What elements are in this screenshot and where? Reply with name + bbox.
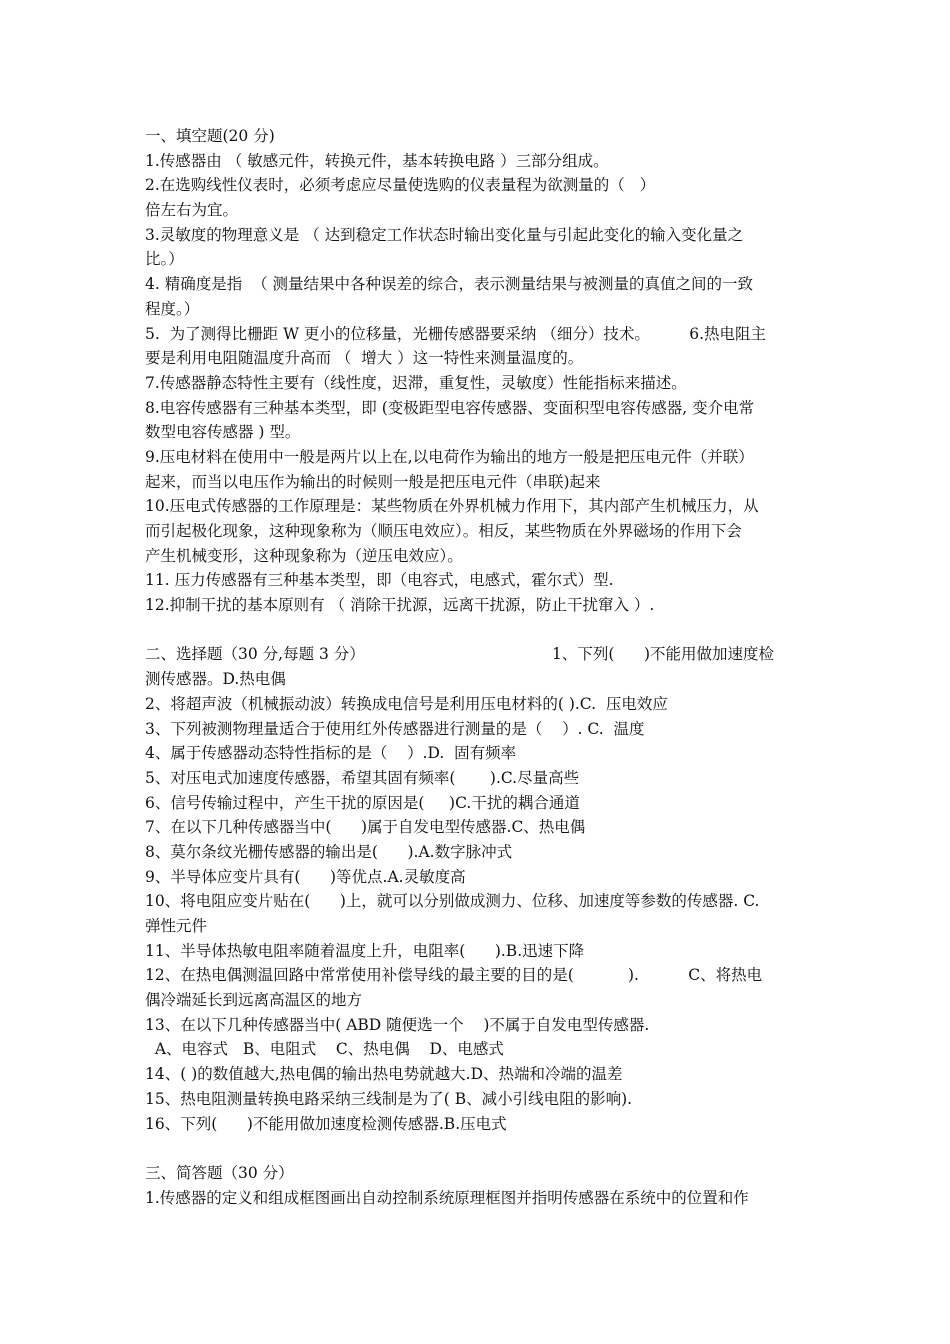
question-line: 而引起极化现象，这种现象称为（顺压电效应）。相反，某些物质在外界磁场的作用下会 — [145, 522, 742, 540]
question-line: 4. 精确度是指 （ 测量结果中各种误差的综合，表示测量结果与被测量的真值之间的一致 — [145, 275, 753, 294]
question-line: 数型电容传感器 ) 型。 — [145, 423, 301, 442]
question-line: 3、下列被测物理量适合于使用红外传感器进行测量的是（ ）. C. 温度 — [145, 719, 645, 738]
spacer — [145, 1136, 809, 1161]
spacer — [145, 618, 809, 643]
question-line: 6、信号传输过程中，产生干扰的原因是( )C.干扰的耦合通道 — [145, 793, 580, 812]
question-line: 9、半导体应变片具有( )等优点.A.灵敏度高 — [145, 867, 466, 886]
question-line: 1.传感器的定义和组成框图画出自动控制系统原理框图并指明传感器在系统中的位置和作 — [145, 1188, 749, 1207]
question-line: 14、( )的数值越大,热电偶的输出热电势就越大.D、热端和冷端的温差 — [145, 1065, 623, 1084]
question-line: 11. 压力传感器有三种基本类型，即（电容式，电感式，霍尔式）型. — [145, 571, 614, 590]
question-line: 12、在热电偶测温回路中常常使用补偿导线的最主要的目的是( ). C、将热电 — [145, 966, 763, 985]
question-line: 比。） — [145, 250, 184, 269]
question-line: 8、莫尔条纹光栅传感器的输出是( ).A.数字脉冲式 — [145, 842, 513, 861]
question-line: 倍左右为宜。 — [145, 201, 239, 220]
question-line: 2.在选购线性仪表时，必须考虑应尽量使选购的仪表量程为欲测量的（ ） — [145, 176, 656, 195]
section-fill-blank — [145, 124, 809, 618]
question-line: 8.电容传感器有三种基本类型，即 (变极距型电容传感器、变面积型电容传感器, 变介电常 — [145, 398, 755, 417]
question-line: 测传感器。D.热电偶 — [145, 670, 286, 689]
question-line: 10.压电式传感器的工作原理是：某些物质在外界机械力作用下，其内部产生机械压力，从 — [145, 497, 759, 516]
question-line: 5、对压电式加速度传感器，希望其固有频率( ).C.尽量高些 — [145, 768, 580, 787]
section-title: 三、简答题（30 分） — [145, 1163, 294, 1182]
question-line: 2、将超声波（机械振动波）转换成电信号是利用压电材料的( ).C. 压电效应 — [145, 694, 668, 713]
question-line: 弹性元件 — [145, 917, 208, 935]
question-line: 程度。） — [145, 299, 200, 318]
question-line: 7、在以下几种传感器当中( )属于自发电型传感器.C、热电偶 — [145, 818, 586, 837]
question-line: 起来，而当以电压作为输出的时候则一般是把压电元件（串联)起来 — [145, 472, 601, 491]
section-title: 二、选择题（30 分,每题 3 分） 1、下列( )不能用做加速度检 — [145, 645, 775, 664]
question-line: 10、将电阻应变片贴在( )上，就可以分别做成测力、位移、加速度等参数的传感器. C. — [145, 892, 760, 911]
question-line: 1.传感器由 （ 敏感元件，转换元件，基本转换电路 ）三部分组成。 — [145, 151, 609, 170]
section-multiple-choice — [145, 642, 809, 1136]
question-line: 5. 为了测得比栅距 W 更小的位移量，光栅传感器要采纳 （细分）技术。 6.热电阻主 — [145, 324, 767, 343]
section-short-answer — [145, 1161, 809, 1210]
question-line: 要是利用电阻随温度升高而 （ 增大 ）这一特性来测量温度的。 — [145, 349, 584, 368]
question-line: 13、在以下几种传感器当中( ABD 随便选一个 )不属于自发电型传感器. — [145, 1015, 650, 1034]
question-line: A、电容式 B、电阻式 C、热电偶 D、电感式 — [145, 1040, 504, 1059]
question-line: 3.灵敏度的物理意义是 （ 达到稳定工作状态时输出变化量与引起此变化的输入变化量之 — [145, 225, 744, 244]
question-line: 15、热电阻测量转换电路采纳三线制是为了( B、减小引线电阻的影响). — [145, 1089, 633, 1108]
question-line: 11、半导体热敏电阻率随着温度上升，电阻率( ).B.迅速下降 — [145, 941, 585, 960]
question-line: 16、下列( )不能用做加速度检测传感器.B.压电式 — [145, 1114, 507, 1133]
question-line: 4、属于传感器动态特性指标的是（ ）.D. 固有频率 — [145, 744, 517, 763]
question-line: 偶冷端延长到远离高温区的地方 — [145, 991, 363, 1010]
question-line: 产生机械变形，这种现象称为（逆压电效应）。 — [145, 546, 463, 565]
question-line: 7.传感器静态特性主要有（线性度，迟滞，重复性，灵敏度）性能指标来描述。 — [145, 373, 687, 392]
section-title: 一、填空题(20 分) — [145, 127, 275, 145]
question-line: 12.抑制干扰的基本原则有 （ 消除干扰源，远离干扰源，防止干扰窜入 ）. — [145, 596, 655, 615]
exam-content — [145, 124, 809, 1210]
question-line: 9.压电材料在使用中一般是两片以上在,以电荷作为输出的地方一般是把压电元件（并联） — [145, 447, 754, 466]
